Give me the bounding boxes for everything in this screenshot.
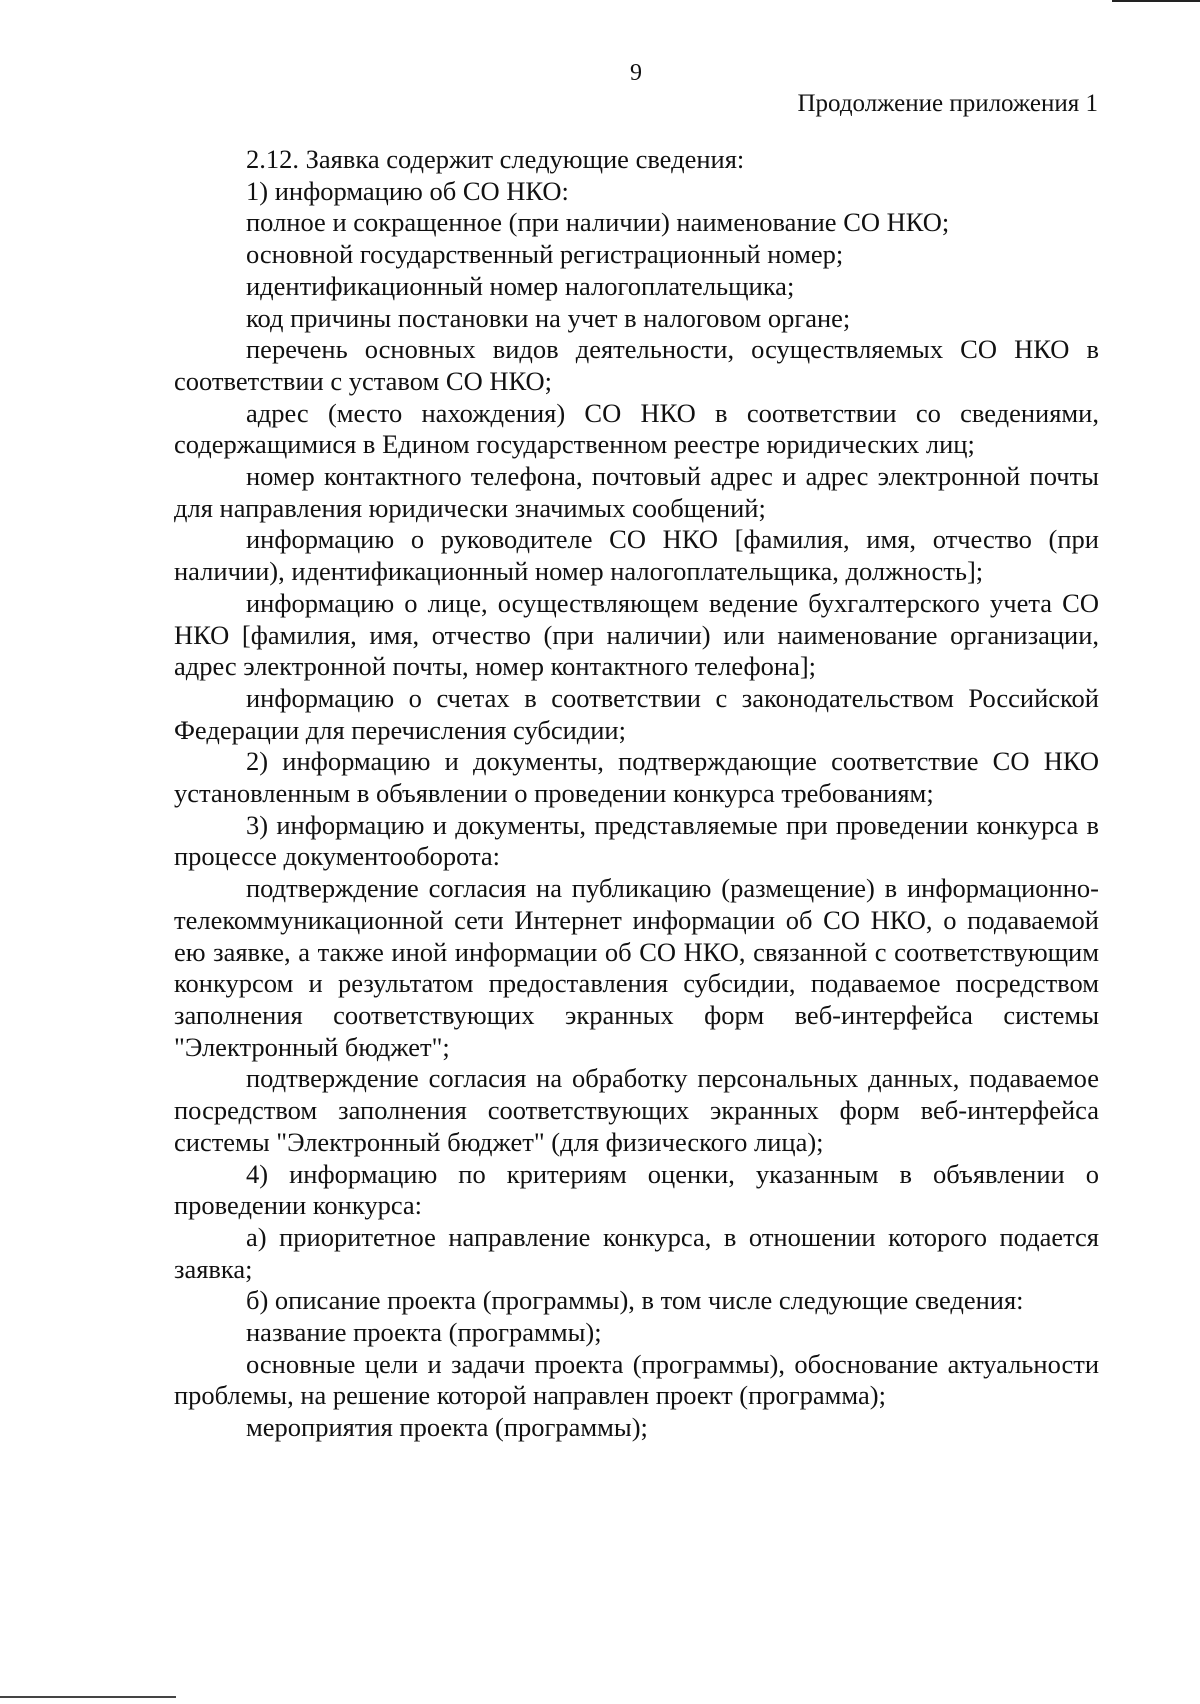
paragraph: информацию о счетах в соответствии с законодательством Российской Федерации для перечисления субсидии; bbox=[174, 682, 1099, 745]
paragraph: основной государственный регистрационный номер; bbox=[246, 239, 844, 270]
paragraph: перечень основных видов деятельности, осуществляемых СО НКО в соответствии с уставом СО НКО; bbox=[174, 334, 1099, 396]
scan-edge-line bbox=[0, 1696, 176, 1698]
paragraph: 4) информацию по критериям оценки, указанным в объявлении о проведении конкурса: bbox=[174, 1158, 1099, 1221]
paragraph: адрес (место нахождения) СО НКО в соответствии со сведениями, содержащимися в Едином государственном реестре юридических лиц; bbox=[174, 397, 1099, 460]
paragraph: подтверждение согласия на обработку персональных данных, подаваемое посредством заполнения соответствующих экранных форм веб-интерфейса системы "Электронный бюджет" (для физического лица); bbox=[174, 1063, 1099, 1157]
paragraph: информацию о руководителе СО НКО [фамилия, имя, отчество (при наличии), идентификационный номер налогоплательщика, должность]; bbox=[174, 524, 1099, 587]
paragraph: код причины постановки на учет в налоговом органе; bbox=[246, 302, 851, 333]
body-text bbox=[174, 144, 1099, 1444]
paragraph: 3) информацию и документы, представляемые при проведении конкурса в процессе документооборота: bbox=[174, 809, 1099, 872]
paragraph: 2) информацию и документы, подтверждающие соответствие СО НКО установленным в объявлении о проведении конкурса требованиям; bbox=[174, 746, 1099, 809]
paragraph: название проекта (программы); bbox=[246, 1317, 602, 1348]
paragraph: номер контактного телефона, почтовый адрес и адрес электронной почты для направления юридически значимых сообщений; bbox=[174, 461, 1099, 523]
paragraph: 2.12. Заявка содержит следующие сведения: bbox=[246, 144, 745, 174]
running-header: Продолжение приложения 1 bbox=[797, 90, 1098, 117]
paragraph: идентификационный номер налогоплательщика; bbox=[246, 270, 795, 301]
paragraph: мероприятия проекта (программы); bbox=[246, 1412, 648, 1443]
paragraph: основные цели и задачи проекта (программы), обоснование актуальности проблемы, на решение которой направлен проект (программа); bbox=[174, 1348, 1099, 1411]
paragraph: б) описание проекта (программы), в том числе следующие сведения: bbox=[246, 1285, 1024, 1316]
paragraph: подтверждение согласия на публикацию (размещение) в информационно-телекоммуникационной сети Интернет информации об СО НКО, о подаваемой ею заявке, а также иной информации об СО НКО, связанной с соответствующим конкурсом и результатом предоставления субсидии, подаваемое посредством заполнения соответствующих экранных форм веб-интерфейса системы "Электронный бюджет"; bbox=[174, 873, 1099, 1062]
page-number: 9 bbox=[630, 60, 642, 86]
paragraph: полное и сокращенное (при наличии) наименование СО НКО; bbox=[246, 207, 950, 238]
scan-edge-line bbox=[1112, 0, 1200, 2]
paragraph: а) приоритетное направление конкурса, в отношении которого подается заявка; bbox=[174, 1221, 1099, 1284]
paragraph: 1) информацию об СО НКО: bbox=[246, 175, 569, 206]
paragraph: информацию о лице, осуществляющем ведение бухгалтерского учета СО НКО [фамилия, имя, отчество (при наличии) или наименование организации, адрес электронной почты, номер контактного телефона]; bbox=[174, 587, 1099, 682]
